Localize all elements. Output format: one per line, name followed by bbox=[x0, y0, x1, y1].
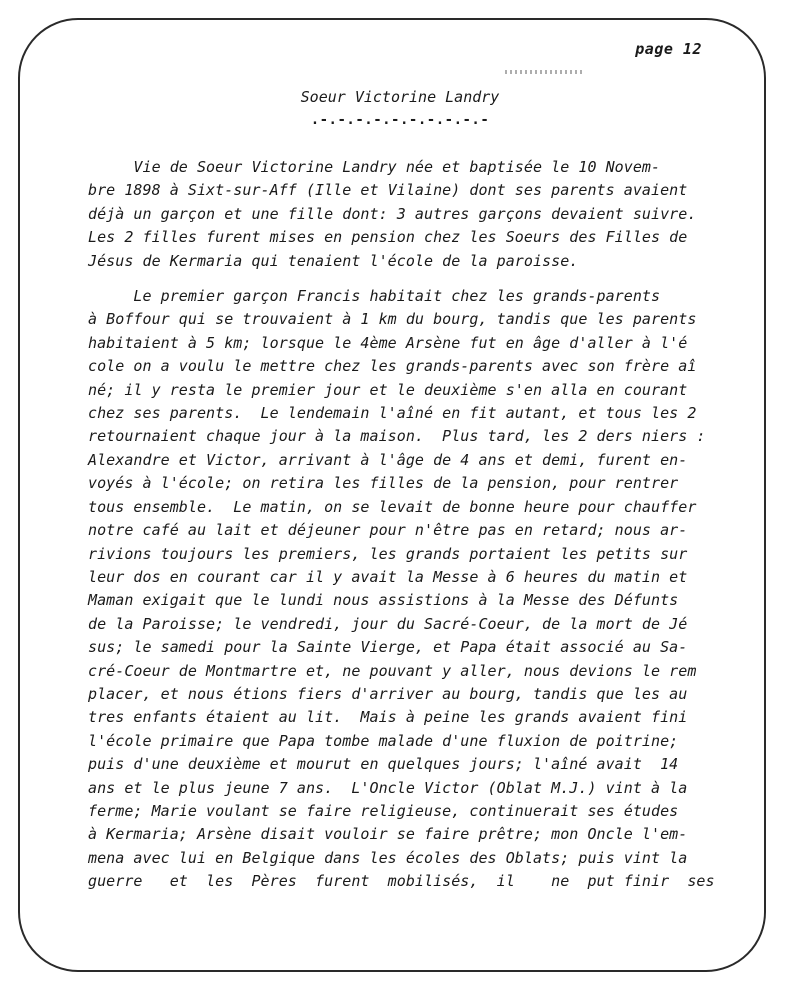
text-line: tres enfants étaient au lit. Mais à peine les grands avaient fini bbox=[88, 708, 688, 727]
text-line: Le premier garçon Francis habitait chez les grands-parents bbox=[88, 287, 661, 306]
text-line: ans et le plus jeune 7 ans. L'Oncle Victor (Oblat M.J.) vint à la bbox=[88, 778, 688, 797]
text-line: Maman exigait que le lundi nous assistions à la Messe des Défunts bbox=[88, 591, 679, 610]
body-text bbox=[88, 156, 738, 894]
text-line: déjà un garçon et une fille dont: 3 autres garçons devaient suivre. bbox=[88, 204, 697, 223]
text-line: voyés à l'école; on retira les filles de la pension, pour rentrer bbox=[88, 474, 679, 493]
text-line: bre 1898 à Sixt-sur-Aff (Ille et Vilaine) dont ses parents avaient bbox=[88, 181, 688, 200]
text-line: puis d'une deuxième et mourut en quelques jours; l'aîné avait 14 bbox=[88, 755, 679, 774]
text-line: chez ses parents. Le lendemain l'aîné en fit autant, et tous les 2 bbox=[88, 404, 697, 423]
text-line: de la Paroisse; le vendredi, jour du Sacré-Coeur, de la mort de Jé bbox=[88, 614, 688, 633]
text-line: retournaient chaque jour à la maison. Plus tard, les 2 ders niers : bbox=[88, 427, 706, 446]
text-line: Les 2 filles furent mises en pension chez les Soeurs des Filles de bbox=[88, 228, 688, 247]
text-line: à Kermaria; Arsène disait vouloir se faire prêtre; mon Oncle l'em- bbox=[88, 825, 688, 844]
text-line: à Boffour qui se trouvaient à 1 km du bourg, tandis que les parents bbox=[88, 310, 697, 329]
text-line: cole on a voulu le mettre chez les grands-parents avec son frère aî bbox=[88, 357, 697, 376]
text-line: notre café au lait et déjeuner pour n'être pas en retard; nous ar- bbox=[88, 521, 688, 540]
document-title: Soeur Victorine Landry bbox=[300, 88, 500, 106]
page-number: page 12 bbox=[635, 40, 702, 58]
text-line: mena avec lui en Belgique dans les écoles des Oblats; puis vint la bbox=[88, 848, 688, 867]
text-line: leur dos en courant car il y avait la Messe à 6 heures du matin et bbox=[88, 567, 688, 586]
text-line: né; il y resta le premier jour et le deuxième s'en alla en courant bbox=[88, 380, 688, 399]
text-line: sus; le samedi pour la Sainte Vierge, et Papa était associé au Sa- bbox=[88, 638, 688, 657]
ink-smudge bbox=[505, 70, 585, 74]
text-line: Alexandre et Victor, arrivant à l'âge de 4 ans et demi, furent en- bbox=[88, 450, 688, 469]
text-line: ferme; Marie voulant se faire religieuse, continuerait ses études bbox=[88, 801, 679, 820]
text-line: cré-Coeur de Montmartre et, ne pouvant y aller, nous devions le rem bbox=[88, 661, 697, 680]
paragraph-spacer bbox=[88, 273, 738, 285]
text-line: habitaient à 5 km; lorsque le 4ème Arsène fut en âge d'aller à l'é bbox=[88, 333, 688, 352]
text-line: rivions toujours les premiers, les grands portaient les petits sur bbox=[88, 544, 688, 563]
title-underline: .-.-.-.-.-.-.-.-.-.- bbox=[310, 112, 490, 128]
text-line: l'école primaire que Papa tombe malade d'une fluxion de poitrine; bbox=[88, 731, 679, 750]
paragraph-1 bbox=[88, 156, 738, 273]
text-line: placer, et nous étions fiers d'arriver au bourg, tandis que les au bbox=[88, 684, 688, 703]
paragraph-2 bbox=[88, 285, 738, 894]
text-line: Vie de Soeur Victorine Landry née et baptisée le 10 Novem- bbox=[88, 158, 661, 176]
text-line: guerre et les Pères furent mobilisés, il ne put finir ses bbox=[88, 872, 715, 891]
text-line: tous ensemble. Le matin, on se levait de bonne heure pour chauffer bbox=[88, 497, 697, 516]
text-line: Jésus de Kermaria qui tenaient l'école de la paroisse. bbox=[88, 251, 579, 270]
